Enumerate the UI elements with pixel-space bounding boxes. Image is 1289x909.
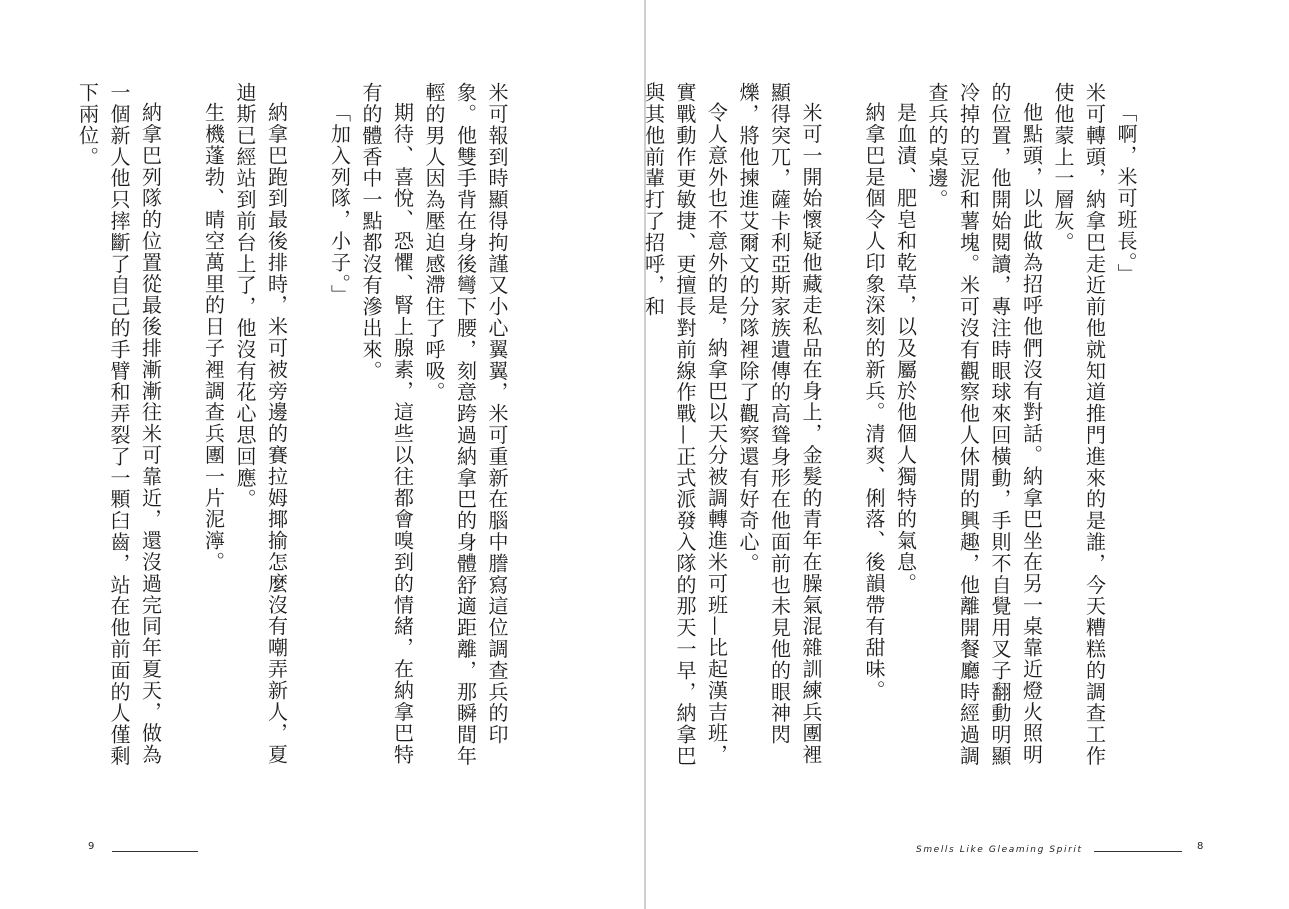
right-page-body bbox=[641, 82, 1141, 782]
paragraph: 納拿巴是個令人印象深刻的新兵。清爽、俐落、後韻帶有甜味。 bbox=[862, 102, 886, 702]
paragraph: 「加入列隊，小子。」 bbox=[327, 102, 352, 306]
paragraph: 納拿巴跑到最後排時，米可被旁邊的賽拉姆揶揄怎麼沒有嘲弄新人，夏迪斯已經站到前台上了，他沒有花心思回應。 bbox=[233, 82, 289, 766]
paragraph: 生機蓬勃、晴空萬里的日子裡調查兵團一片泥濘。 bbox=[201, 102, 226, 573]
paragraph: 令人意外也不意外的是，納拿巴以天分被調轉進米可班—比起漢吉班，實戰動作更敏捷、更擅長對前線作戰—正式派發入隊的那天一早，納拿巴與其他前輩打了招呼，和 bbox=[641, 82, 729, 767]
paragraph: 是血漬、肥皂和乾草，以及屬於他個人獨特的氣息。 bbox=[893, 102, 918, 595]
paragraph: 他點頭，以此做為招呼他們沒有對話。納拿巴坐在另一桌靠近燈火照明的位置，他開始閱讀，專注時眼球來回橫動，手則不自覺用叉子翻動明顯冷掉的豆泥和薯塊。米可沒有觀察他人休閒的興趣，他離開餐廳時經過調查兵的桌邊。 bbox=[925, 82, 1044, 767]
paragraph: 納拿巴列隊的位置從最後排漸漸往米可靠近，還沒過完同年夏天，做為一個新人他只摔斷了自己的手臂和弄裂了一顆臼齒，站在他前面的人僅剩下兩位。 bbox=[75, 82, 163, 767]
paragraph: 米可一開始懷疑他藏走私品在身上，金髮的青年在臊氣混雜訓練兵團裡顯得突兀，薩卡利亞斯家族遺傳的高聳身形在他面前也未見他的眼神閃爍，將他揀進艾爾文的分隊裡除了觀察還有好奇心。 bbox=[736, 82, 823, 766]
footer-rule bbox=[112, 851, 198, 852]
left-page bbox=[0, 0, 644, 909]
page-number: 9 bbox=[88, 841, 95, 852]
paragraph: 「啊，米可班長。」 bbox=[1114, 102, 1138, 285]
page-number: 8 bbox=[1197, 841, 1204, 852]
running-title: Smells Like Gleaming Spirit bbox=[916, 845, 1083, 855]
paragraph: 期待、喜悅、恐懼、腎上腺素，這些以往都會嗅到的情緒，在納拿巴特有的體香中一點都沒有滲出來。 bbox=[359, 82, 415, 766]
footer-rule bbox=[1094, 851, 1182, 852]
right-page bbox=[641, 0, 1289, 909]
paragraph: 米可報到時顯得拘謹又小心翼翼，米可重新在腦中謄寫這位調查兵的印象。他雙手背在身後彎下腰，刻意跨過納拿巴的身體舒適距離，那瞬間年輕的男人因為壓迫感滯住了呼吸。 bbox=[422, 82, 509, 767]
left-page-body bbox=[75, 82, 512, 782]
paragraph: 米可轉頭，納拿巴走近前他就知道推門進來的是誰，今天糟糕的調查工作使他蒙上一層灰。 bbox=[1051, 82, 1107, 767]
